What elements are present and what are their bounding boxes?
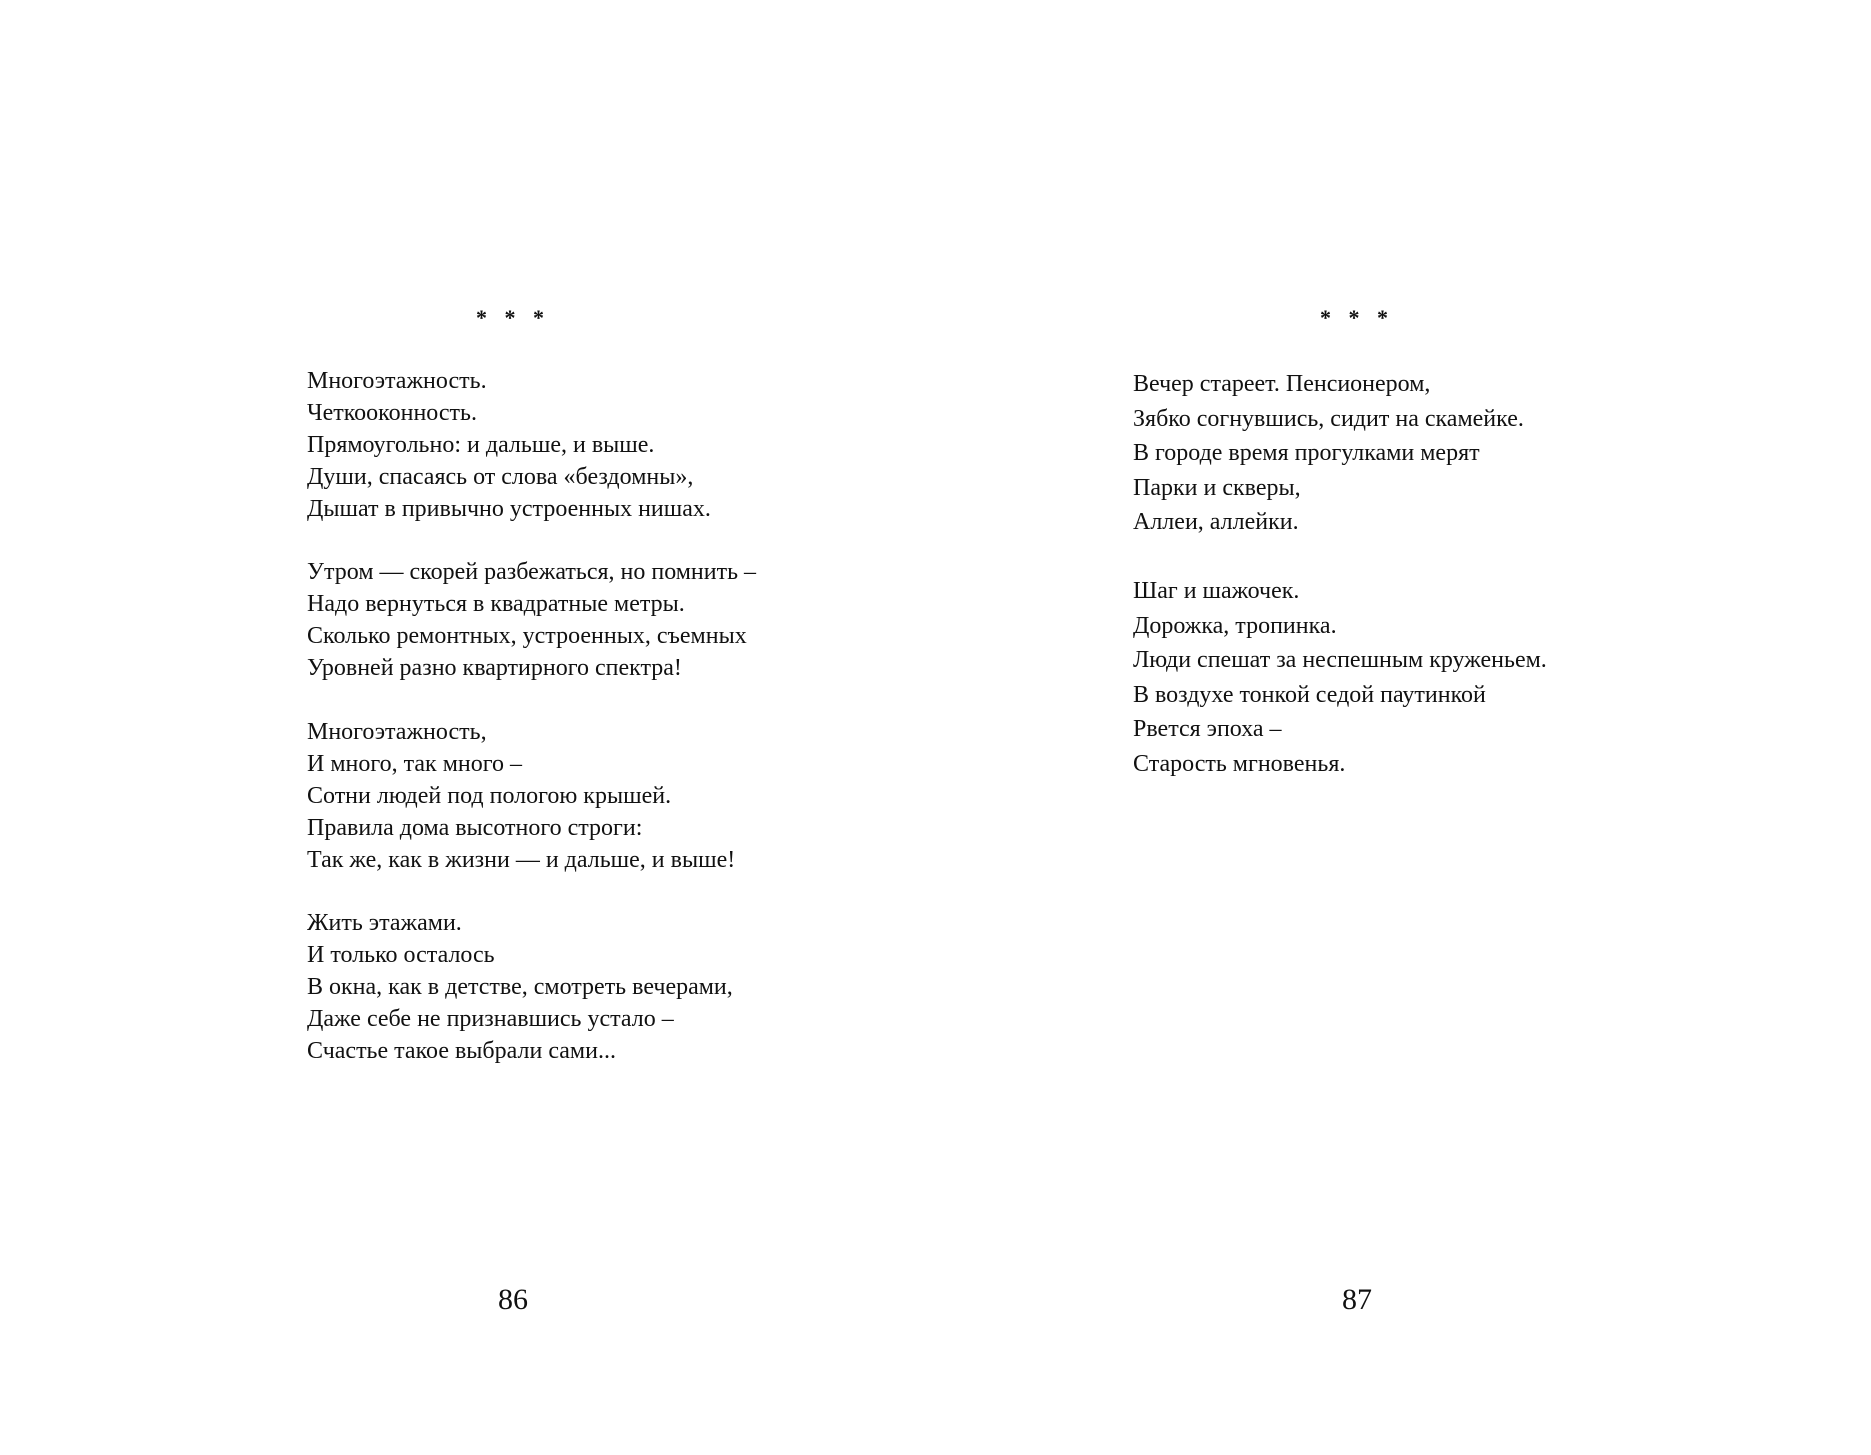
poem-line: Четкооконность. (307, 399, 477, 426)
poem-line: Шаг и шажочек. (1133, 578, 1300, 604)
poem (1133, 367, 1547, 781)
poem-line: Надо вернуться в квадратные метры. (307, 591, 685, 618)
stanza (307, 366, 756, 526)
poem-line: Правила дома высотного строги: (307, 814, 643, 841)
section-separator: * * * (476, 305, 550, 330)
left-page (0, 0, 935, 1455)
poem-line: Утром — скорей разбежаться, но помнить – (307, 559, 757, 586)
stanza (307, 908, 756, 1068)
stanza (307, 557, 756, 685)
poem-line: Уровней разно квартирного спектра! (307, 655, 682, 682)
poem-line: Даже себе не признавшись устало – (307, 1006, 674, 1033)
poem-line: Жить этажами. (307, 910, 462, 937)
stanza (1133, 367, 1547, 540)
poem-line: Рвется эпоха – (1133, 716, 1282, 742)
poem-line: Люди спешат за неспешным круженьем. (1133, 647, 1547, 673)
section-separator: * * * (1320, 305, 1394, 330)
page-number: 86 (498, 1283, 528, 1316)
poem-line: Прямоугольно: и дальше, и выше. (307, 431, 655, 458)
page-number: 87 (1342, 1283, 1372, 1316)
poem-line: И много, так много – (307, 750, 522, 777)
stanza (307, 717, 756, 877)
poem-line: Сколько ремонтных, устроенных, съемных (307, 623, 747, 650)
poem-line: Дорожка, тропинка. (1133, 612, 1337, 639)
poem-line: В воздухе тонкой седой паутинкой (1133, 681, 1486, 708)
poem (307, 366, 756, 1068)
poem-line: Счастье такое выбрали сами... (307, 1037, 616, 1064)
stanza (1133, 574, 1547, 781)
poem-line: И только осталось (307, 942, 495, 969)
poem-line: Зябко согнувшись, сидит на скамейке. (1133, 405, 1524, 432)
poem-line: Души, спасаясь от слова «бездомны», (307, 463, 694, 490)
poem-line: В городе время прогулками мерят (1133, 440, 1480, 466)
poem-line: Старость мгновенья. (1133, 750, 1346, 777)
poem-line: Многоэтажность, (307, 718, 487, 745)
poem-line: Аллеи, аллейки. (1133, 509, 1299, 535)
right-page (935, 0, 1871, 1455)
poem-line: Сотни людей под пологою крышей. (307, 782, 672, 809)
poem-line: Так же, как в жизни — и дальше, и выше! (307, 846, 736, 873)
poem-line: Вечер стареет. Пенсионером, (1133, 371, 1431, 397)
poem-line: Парки и скверы, (1133, 474, 1301, 501)
poem-line: В окна, как в детстве, смотреть вечерами, (307, 974, 733, 1001)
poem-line: Многоэтажность. (307, 368, 487, 394)
poem-line: Дышат в привычно устроенных нишах. (307, 495, 711, 522)
